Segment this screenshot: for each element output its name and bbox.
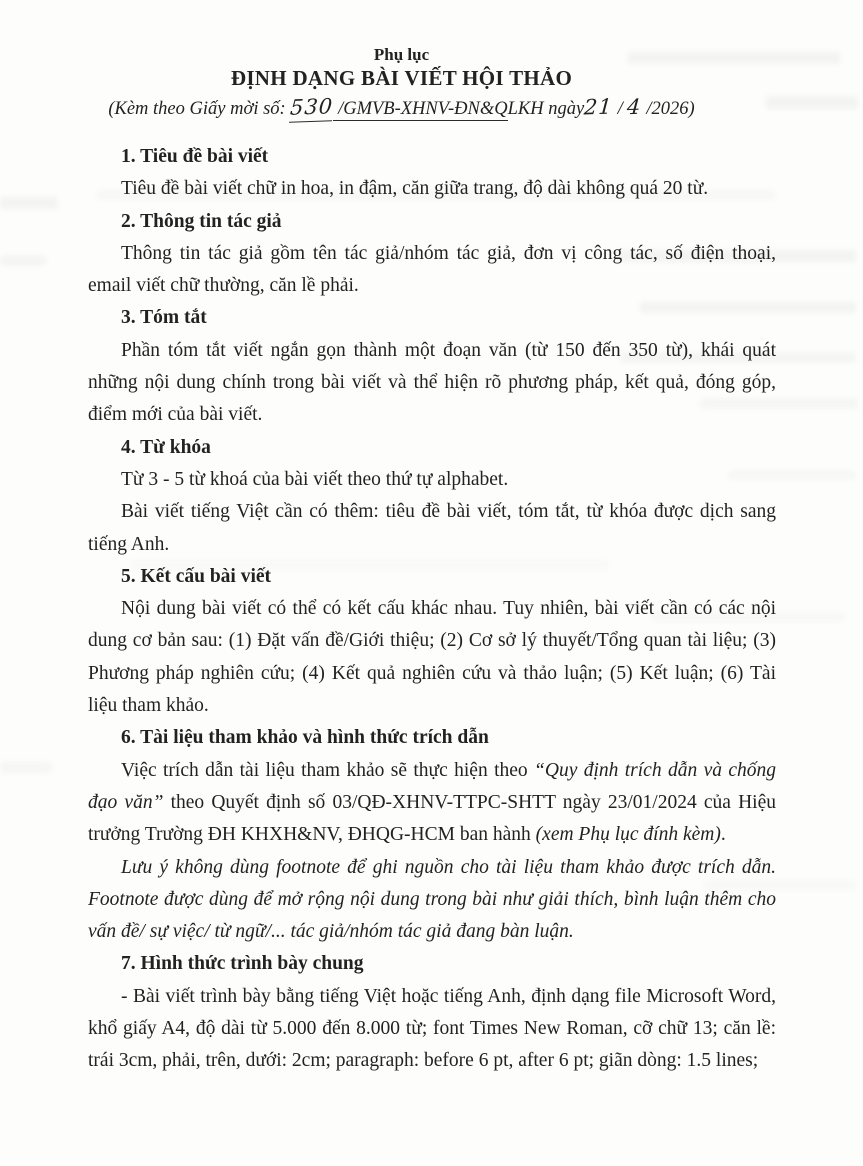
section-paragraph: Thông tin tác giả gồm tên tác giả/nhóm tác giả, đơn vị công tác, số điện thoại, email viết chữ thường, căn lề phải.	[88, 242, 776, 297]
section-structure	[88, 561, 776, 722]
citation-see-appendix: (xem Phụ lục đính kèm)	[535, 824, 721, 846]
document-body	[88, 141, 776, 1078]
appendix-label: Phụ lục	[373, 45, 430, 64]
section-abstract	[88, 302, 776, 431]
bleed-artifact	[0, 197, 58, 209]
section-heading: 4. Từ khóa	[121, 436, 211, 458]
citation-regulation-title: “Quy định trích dẫn và chống đạo văn”	[88, 759, 777, 813]
section-paragraph: Nội dung bài viết có thể có kết cấu khác nhau. Tuy nhiên, bài viết cần có các nội dung cơ bản sau: (1) Đặt vấn đề/Giới thiệu; (2) Cơ sở lý thuyết/Tổng quan tài liệu; (3) Phương pháp nghiên cứu; (4) Kết quả nghiên cứu và thảo luận; (5) Kết luận; (6) Tài liệu tham khảo.	[88, 598, 776, 717]
section-heading: 5. Kết cấu bài viết	[121, 565, 272, 587]
handwritten-month: 4	[626, 94, 643, 120]
section-keywords	[88, 432, 776, 561]
section-heading: 1. Tiêu đề bài viết	[121, 146, 269, 167]
section-heading: 7. Hình thức trình bày chung	[121, 953, 364, 975]
doc-series-rest: LKH ngày	[507, 99, 585, 119]
issue-prefix: (Kèm theo Giấy mời số:	[108, 99, 291, 119]
section-author-info	[88, 206, 776, 303]
citation-run: theo Quyết định số 03/QĐ-XHNV-TTPC-SHTT ngày 23/01/2024 của Hiệu trưởng Trường ĐH KHXH&NV, ĐHQG-HCM ban hành	[88, 791, 776, 846]
citation-paragraph	[88, 755, 776, 852]
section-heading: 2. Thông tin tác giả	[121, 210, 282, 232]
citation-run: .	[720, 824, 726, 846]
document-title: ĐỊNH DẠNG BÀI VIẾT HỘI THẢO	[230, 66, 573, 90]
handwritten-day: 21	[583, 94, 614, 120]
citation-run: Việc trích dẫn tài liệu tham khảo sẽ thực hiện theo	[121, 759, 535, 781]
day-month-separator: /	[612, 99, 628, 119]
section-heading: 3. Tóm tắt	[121, 307, 207, 329]
section-references	[88, 722, 776, 948]
handwritten-doc-number: 530	[289, 93, 334, 123]
section-paragraph: Tiêu đề bài viết chữ in hoa, in đậm, căn giữa trang, độ dài không quá 20 từ.	[121, 178, 709, 200]
section-title-format	[88, 141, 776, 206]
footnote-note-paragraph: Lưu ý không dùng footnote để ghi nguồn cho tài liệu tham khảo được trích dẫn. Footnote được dùng để mở rộng nội dung trong bài như giải thích, bình luận thêm cho vấn đề/ sự việc/ từ ngữ/... tác giả/nhóm tác giả đang bàn luận.	[88, 856, 776, 943]
section-heading: 6. Tài liệu tham khảo và hình thức trích dẫn	[121, 727, 489, 749]
year-suffix: /2026)	[641, 99, 695, 119]
section-paragraph: Phần tóm tắt viết ngắn gọn thành một đoạn văn (từ 150 đến 350 từ), khái quát những nội dung chính trong bài viết và thể hiện rõ phương pháp, kết quả, đóng góp, điểm mới của bài viết.	[88, 339, 776, 426]
bleed-artifact	[0, 255, 46, 266]
bleed-artifact	[0, 762, 52, 773]
issue-reference-line	[0, 94, 803, 122]
section-paragraph: - Bài viết trình bày bằng tiếng Việt hoặc tiếng Anh, định dạng file Microsoft Word, khổ giấy A4, độ dài từ 5.000 đến 8.000 từ; font Times New Roman, cỡ chữ 13; căn lề: trái 3cm, phải, trên, dưới: 2cm; paragraph: before 6 pt, after 6 pt; giãn dòng: 1.5 lines;	[88, 985, 776, 1072]
document-header	[0, 44, 803, 122]
section-general-format	[88, 948, 776, 1077]
section-paragraph: Bài viết tiếng Việt cần có thêm: tiêu đề bài viết, tóm tắt, từ khóa được dịch sang tiếng Anh.	[88, 501, 776, 555]
doc-series-underlined: /GMVB-XHNV-ĐN&Q	[333, 99, 508, 119]
section-paragraph: Từ 3 - 5 từ khoá của bài viết theo thứ tự alphabet.	[121, 468, 509, 490]
